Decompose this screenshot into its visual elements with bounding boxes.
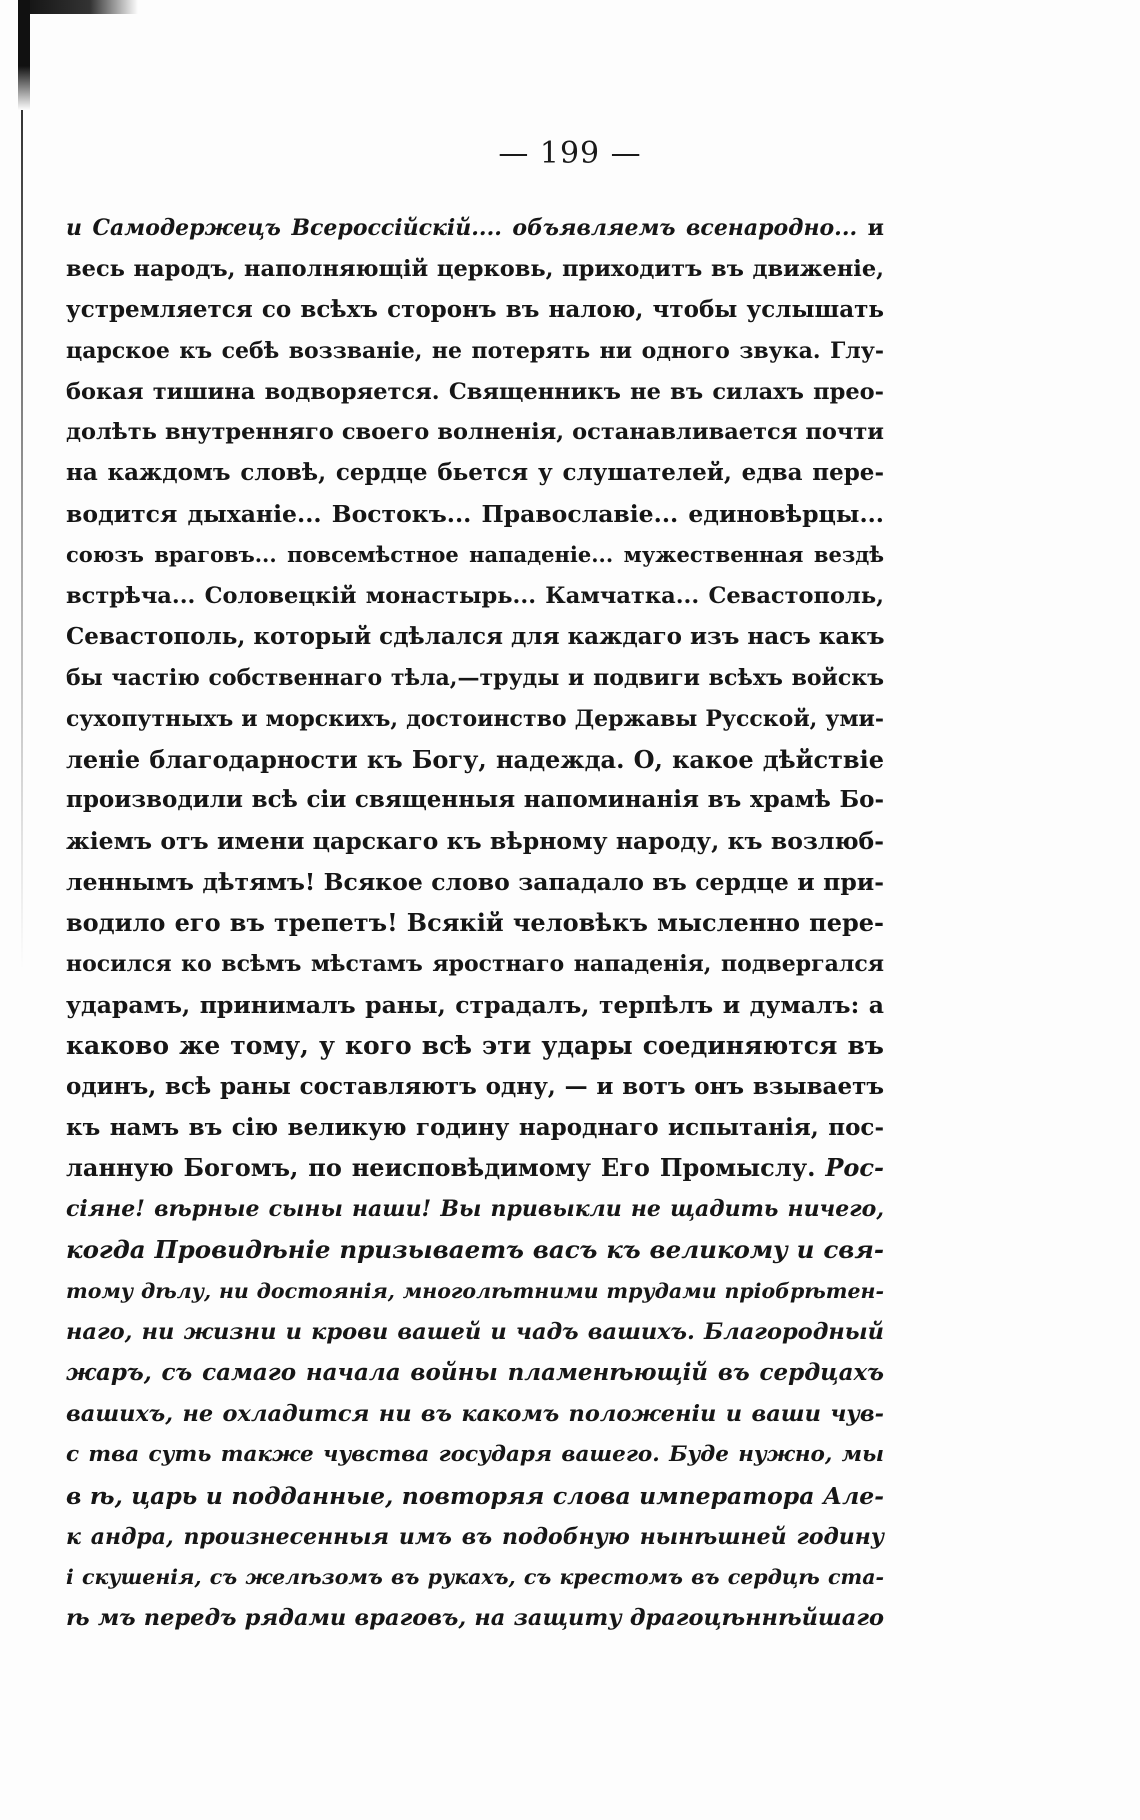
text-segment: встрѣча... Соловецкій монастырь... Камчатка... Севастополь, [66, 583, 884, 610]
text-segment: весь народъ, наполняющій церковь, приходитъ въ движеніе, [66, 255, 884, 282]
text-line [66, 576, 884, 617]
text-line [66, 1517, 884, 1558]
text-line [66, 1476, 884, 1517]
text-line [66, 1435, 884, 1476]
scan-edge-artifact-left [18, 0, 30, 110]
text-segment: устремляется со всѣхъ сторонъ въ налою, чтобы услышать [66, 295, 884, 323]
text-line [66, 1557, 884, 1598]
text-line [66, 1148, 884, 1189]
text-line [66, 331, 884, 372]
text-segment: ударамъ, принималъ раны, страдалъ, терпѣлъ и думалъ: а [66, 990, 884, 1019]
text-line [66, 1189, 884, 1230]
text-line [66, 1598, 884, 1639]
text-line [66, 1312, 884, 1353]
text-segment: сухопутныхъ и морскихъ, достоинство Державы Русской, уми- [66, 705, 884, 732]
text-segment: бокая тишина водворяется. Священникъ не въ силахъ прео- [66, 378, 884, 405]
text-segment: каково же тому, у кого всѣ эти удары соединяются въ [66, 1030, 884, 1060]
scan-edge-artifact-top [18, 0, 138, 14]
text-line [66, 372, 884, 413]
text-line [66, 617, 884, 658]
text-segment: в ѣ, царь и подданные, повторяя слова императора Але- [66, 1481, 884, 1510]
text-segment: сіяне! вѣрные сыны наши! Вы привыкли не щадить ничего, [66, 1196, 884, 1223]
text-line [66, 903, 884, 944]
text-line [66, 1026, 884, 1067]
text-segment: тому дѣлу, ни достоянія, многолѣтними трудами пріобрѣтен- [66, 1279, 884, 1304]
text-segment: леннымъ дѣтямъ! Всякое слово западало въ сердце и при- [66, 868, 884, 897]
text-segment: царское къ себѣ воззваніе, не потерять ни одного звука. Глу- [66, 337, 884, 364]
text-segment: с тва суть также чувства государя вашего. Буде нужно, мы [66, 1441, 884, 1467]
text-segment: Рос- [825, 1153, 884, 1183]
text-segment: вашихъ, не охладится ни въ какомъ положеніи и ваши чув- [66, 1400, 884, 1427]
text-line [66, 862, 884, 903]
text-line [66, 494, 884, 535]
text-line [66, 1394, 884, 1435]
text-line [66, 1271, 884, 1312]
text-line [66, 208, 884, 249]
text-segment: к андра, произнесенныя имъ въ подобную нынѣшней годину [66, 1523, 884, 1550]
text-line [66, 453, 884, 494]
text-line [66, 535, 884, 576]
text-line [66, 944, 884, 985]
text-segment: наго, ни жизни и крови вашей и чадъ вашихъ. Благородный [66, 1319, 884, 1346]
text-segment: бы частію собственнаго тѣла,—труды и подвиги всѣхъ войскъ [66, 664, 884, 691]
text-segment: Севастополь, который сдѣлался для каждаго изъ насъ какъ [66, 622, 885, 650]
text-segment: производили всѣ сіи священныя напоминанія въ храмѣ Бо- [66, 786, 884, 814]
text-line [66, 740, 884, 781]
text-segment: і скушенія, съ желѣзомъ въ рукахъ, съ крестомъ въ сердцѣ ста- [66, 1565, 884, 1590]
text-line [66, 985, 884, 1026]
text-segment: жіемъ отъ имени царскаго къ вѣрному народу, къ возлюб- [66, 827, 884, 856]
text-segment: леніе благодарности къ Богу, надежда. О, какое дѣйствіе [66, 744, 884, 774]
text-segment: носился ко всѣмъ мѣстамъ яростнаго нападенія, подвергался [66, 951, 884, 978]
text-segment: на каждомъ словѣ, сердце бьется у слушателей, едва пере- [66, 459, 884, 487]
text-line [66, 780, 884, 821]
text-segment: ланную Богомъ, по неисповѣдимому Его Промыслу. [66, 1153, 826, 1183]
text-line [66, 821, 884, 862]
text-line [66, 699, 884, 740]
text-segment: одинъ, всѣ раны составляютъ одну, — и вотъ онъ взываетъ [66, 1072, 884, 1100]
text-segment: водило его въ трепетъ! Всякій человѣкъ мысленно пере- [66, 908, 884, 938]
text-line [66, 1353, 884, 1394]
text-segment: и Самодержецъ Всероссійскій.... объявляемъ всенародно... [66, 215, 858, 241]
scan-edge-line [21, 110, 23, 970]
text-line [66, 658, 884, 699]
text-segment: жаръ, съ самаго начала войны пламенѣющій въ сердцахъ [66, 1358, 884, 1386]
text-line [66, 1230, 884, 1271]
text-line [66, 1067, 884, 1108]
text-line [66, 290, 884, 331]
text-segment: къ намъ въ сію великую годину народнаго испытанія, пос- [66, 1113, 884, 1141]
text-line [66, 1108, 884, 1149]
text-segment: водится дыханіе... Востокъ... Православіе... единовѣрцы... [66, 500, 884, 529]
page-number: — 199 — [498, 136, 642, 171]
text-segment: когда Провидѣніе призываетъ васъ къ великому и свя- [66, 1235, 884, 1265]
text-segment: долѣть внутренняго своего волненія, останавливается почти [66, 419, 884, 446]
text-segment: и [857, 215, 884, 241]
text-line [66, 412, 884, 453]
text-line [66, 249, 884, 290]
body-text [66, 208, 884, 1639]
text-segment: союзъ враговъ... повсемѣстное нападеніе... мужественная вездѣ [66, 542, 884, 568]
text-segment: ѣ мъ передъ рядами враговъ, на защиту драгоцѣннѣйшаго [66, 1605, 884, 1632]
